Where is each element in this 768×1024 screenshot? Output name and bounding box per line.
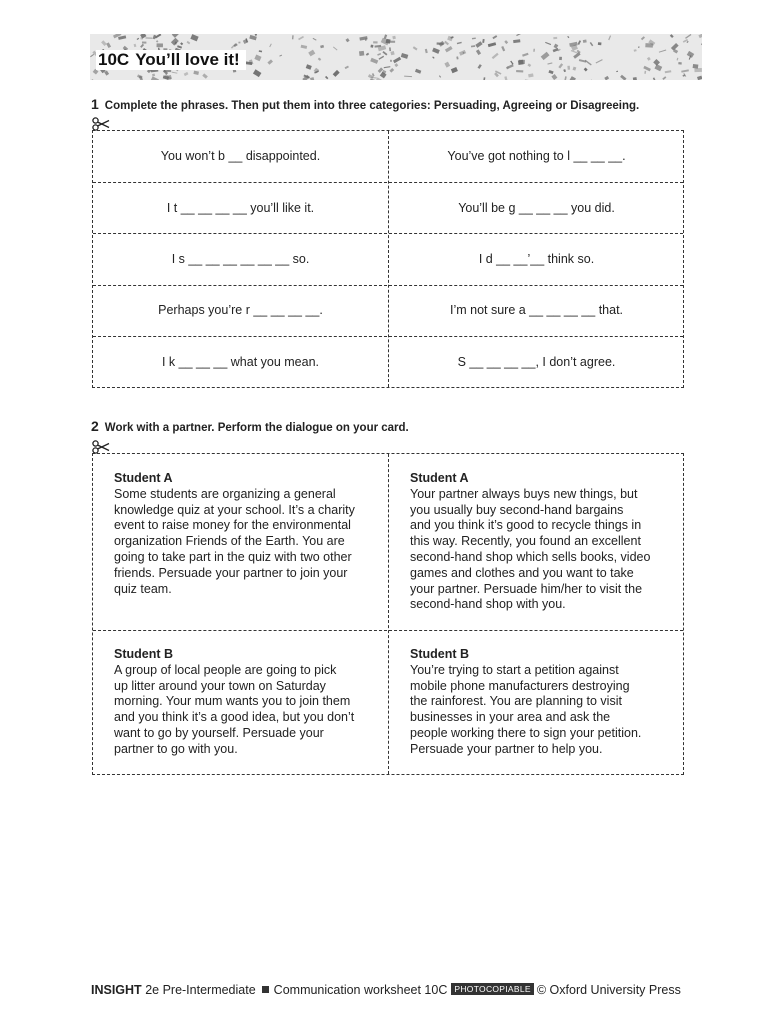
role-card-student-b-1 [114,647,376,758]
role-card-student-a-1 [114,471,376,597]
card-line: organization Friends of the Earth. You are [114,534,345,549]
card-line: quiz team. [114,581,172,596]
task-1-instruction [91,96,639,112]
card-line: your partner. Persuade him/her to visit the [410,581,643,596]
card-line: up litter around your town on Saturday [114,678,326,693]
card-line: Some students are organizing a general [114,486,336,501]
phrase-card: I’m not sure a __ __ __ __ that. [449,303,624,317]
card-heading: Student B [114,647,174,661]
cut-line [93,182,683,183]
role-cards-grid [92,453,684,775]
phrase-card: S __ __ __ __, I don’t agree. [457,355,616,369]
card-line: friends. Persuade your partner to join your [114,565,348,580]
card-heading: Student B [410,647,470,661]
card-line: event to raise money for the environmental [114,518,351,533]
card-line: people working there to sign your petition. [410,725,642,740]
card-line: mobile phone manufacturers destroying [410,678,630,693]
photocopiable-badge: PHOTOCOPIABLE [451,983,534,995]
role-card-student-a-2 [410,471,672,613]
task-number: 1 [91,96,99,112]
lesson-code: 10C [98,50,130,69]
card-line: second-hand shop with you. [410,597,566,612]
phrase-card: You’ll be g __ __ __ you did. [458,201,615,215]
brand-name: INSIGHT [91,983,142,997]
cut-line [93,233,683,234]
lesson-title: You’ll love it! [135,50,240,69]
cut-line [93,630,683,631]
phrase-card: I t __ __ __ __ you’ll like it. [166,201,315,215]
phrase-card: Perhaps you’re r __ __ __ __. [158,303,323,317]
card-line: partner to go with you. [114,741,238,756]
card-line: this way. Recently, you found an excellent [410,534,641,549]
card-line: and you think it’s good to recycle things in [410,518,642,533]
square-bullet-icon [262,986,269,993]
card-line: morning. Your mum wants you to join them [114,694,351,709]
header-banner [90,34,702,80]
phrase-card: I k __ __ __ what you mean. [161,355,320,369]
card-line: and you think it’s a good idea, but you don’t [114,710,355,725]
scissors-icon [92,117,110,131]
task-number: 2 [91,418,99,434]
cut-line [388,454,389,774]
card-line: want to go by yourself. Persuade your [114,725,324,740]
card-line: knowledge quiz at your school. It’s a charity [114,502,355,517]
card-line: going to take part in the quiz with two other [114,549,352,564]
card-line: games and clothes and you want to take [410,565,634,580]
worksheet-name: Communication worksheet 10C [273,983,448,997]
card-line: Your partner always buys new things, but [410,486,638,501]
scissors-icon [92,440,110,454]
task-2-instruction [91,418,409,434]
phrase-cards-grid [92,130,684,388]
card-line: you usually buy second-hand bargains [410,502,624,517]
card-line: businesses in your area and ask the [410,710,611,725]
copyright: © Oxford University Press [536,983,681,997]
phrase-card: You’ve got nothing to l __ __ __. [447,149,626,163]
phrase-card: I d __ __’__ think so. [478,252,595,266]
cut-line [93,336,683,337]
card-line: You’re trying to start a petition against [410,662,619,677]
card-line: Persuade your partner to help you. [410,741,603,756]
card-heading: Student A [410,471,469,485]
card-line: second-hand shop which sells books, video [410,549,651,564]
task-text: Work with a partner. Perform the dialogue on your card. [104,422,409,434]
phrase-card: You won’t b __ disappointed. [160,149,321,163]
role-card-student-b-2 [410,647,672,758]
cut-line [93,285,683,286]
card-line: A group of local people are going to pick [114,662,337,677]
card-line: the rainforest. You are planning to visit [410,694,622,709]
task-text: Complete the phrases. Then put them into three categories: Persuading, Agreeing or Disagreeing. [104,100,640,112]
page-footer [91,983,681,997]
phrase-card: I s __ __ __ __ __ __ so. [171,252,310,266]
page-title [96,50,246,70]
card-heading: Student A [114,471,173,485]
course-level: 2e Pre-Intermediate [145,983,256,997]
